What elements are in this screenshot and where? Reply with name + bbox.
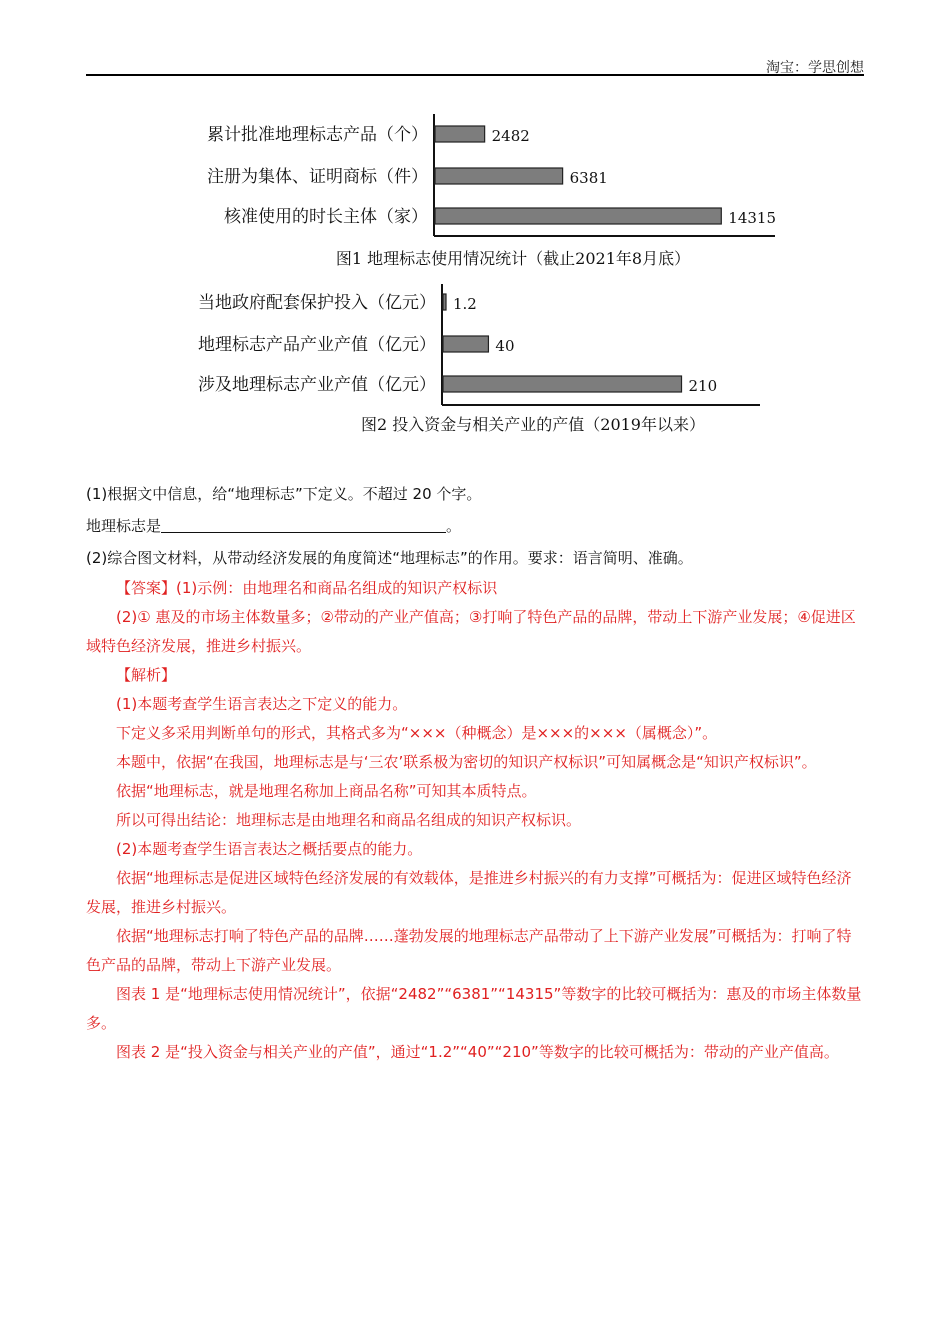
chart-2-category-label: 地理标志产品产业产值（亿元） [198,335,436,355]
analysis-paragraph: 本题中，依据“在我国，地理标志是与‘三农’联系极为密切的知识产权标识”可知属概念是“知识产权标识”。 [116,753,817,771]
analysis-paragraph: 依据“地理标志是促进区域特色经济发展的有效载体，是推进乡村振兴的有力支撑”可概括为：促进区域特色经济发展，推进乡村振兴。 [86,869,852,916]
chart-1-category-label: 注册为集体、证明商标（件） [207,167,428,187]
analysis-paragraph: 依据“地理标志，就是地理名称加上商品名称”可知其本质特点。 [116,782,537,800]
analysis-paragraph: (2)本题考查学生语言表达之概括要点的能力。 [116,840,423,858]
analysis-paragraph: 图表 2 是“投入资金与相关产业的产值”，通过“1.2”“40”“210”等数字的比较可概括为：带动的产业产值高。 [116,1043,839,1061]
answer-2: (2)① 惠及的市场主体数量多；②带动的产业产值高；③打响了特色产品的品牌，带动上下游产业发展；④促进区域特色经济发展，推进乡村振兴。 [86,608,856,655]
analysis-paragraph: 所以可得出结论：地理标志是由地理名和商品名组成的知识产权标识。 [116,811,582,829]
chart-2-category-label: 涉及地理标志产业产值（亿元） [198,375,436,395]
chart-1-value-label: 6381 [569,169,608,187]
analysis-title: 【解析】 [116,666,177,684]
analysis-paragraph: 下定义多采用判断单句的形式，其格式多为“×××（种概念）是×××的×××（属概念）”。 [116,724,718,742]
question-1: (1)根据文中信息，给“地理标志”下定义。不超过 20 个字。 [86,485,482,503]
analysis-paragraph: 依据“地理标志打响了特色产品的品牌……蓬勃发展的地理标志产品带动了上下游产业发展”可概括为：打响了特色产品的品牌，带动上下游产业发展。 [86,927,852,974]
header-rule [86,74,864,76]
chart-1-bar [435,168,563,184]
chart-1-value-label: 14315 [728,209,777,227]
question-2: (2)综合图文材料，从带动经济发展的角度简述“地理标志”的作用。要求：语言简明、准确。 [86,549,693,567]
fill-blank[interactable] [161,517,446,533]
chart-2-bar [443,376,682,392]
chart-1 [0,110,950,270]
chart-1-title: 图1 地理标志使用情况统计（截止2021年8月底） [335,249,691,268]
chart-2-bar [443,294,446,310]
chart-2-value-label: 40 [495,337,515,355]
chart-1-category-label: 核准使用的时长主体（家） [224,207,428,227]
chart-2-bar [443,336,488,352]
chart-2-category-label: 当地政府配套保护投入（亿元） [198,293,436,313]
chart-1-bar [435,208,721,224]
analysis-paragraph: (1)本题考查学生语言表达之下定义的能力。 [116,695,408,713]
answer-block [86,574,864,1067]
fill-suffix: 。 [446,517,462,535]
chart-2-title: 图2 投入资金与相关产业的产值（2019年以来） [361,415,705,434]
question-1-fill [86,516,461,536]
chart-1-value-label: 2482 [491,127,530,145]
analysis-paragraph: 图表 1 是“地理标志使用情况统计”，依据“2482”“6381”“14315”等数字的比较可概括为：惠及的市场主体数量多。 [86,985,862,1032]
chart-2-value-label: 1.2 [453,295,477,313]
header-text: 淘宝：学思创想 [766,60,864,76]
chart-1-bar [435,126,485,142]
answer-1: 【答案】(1)示例：由地理名和商品名组成的知识产权标识 [116,579,498,597]
chart-2 [0,280,950,440]
chart-1-category-label: 累计批准地理标志产品（个） [207,125,428,145]
chart-2-value-label: 210 [688,377,718,395]
fill-prefix: 地理标志是 [86,517,162,535]
